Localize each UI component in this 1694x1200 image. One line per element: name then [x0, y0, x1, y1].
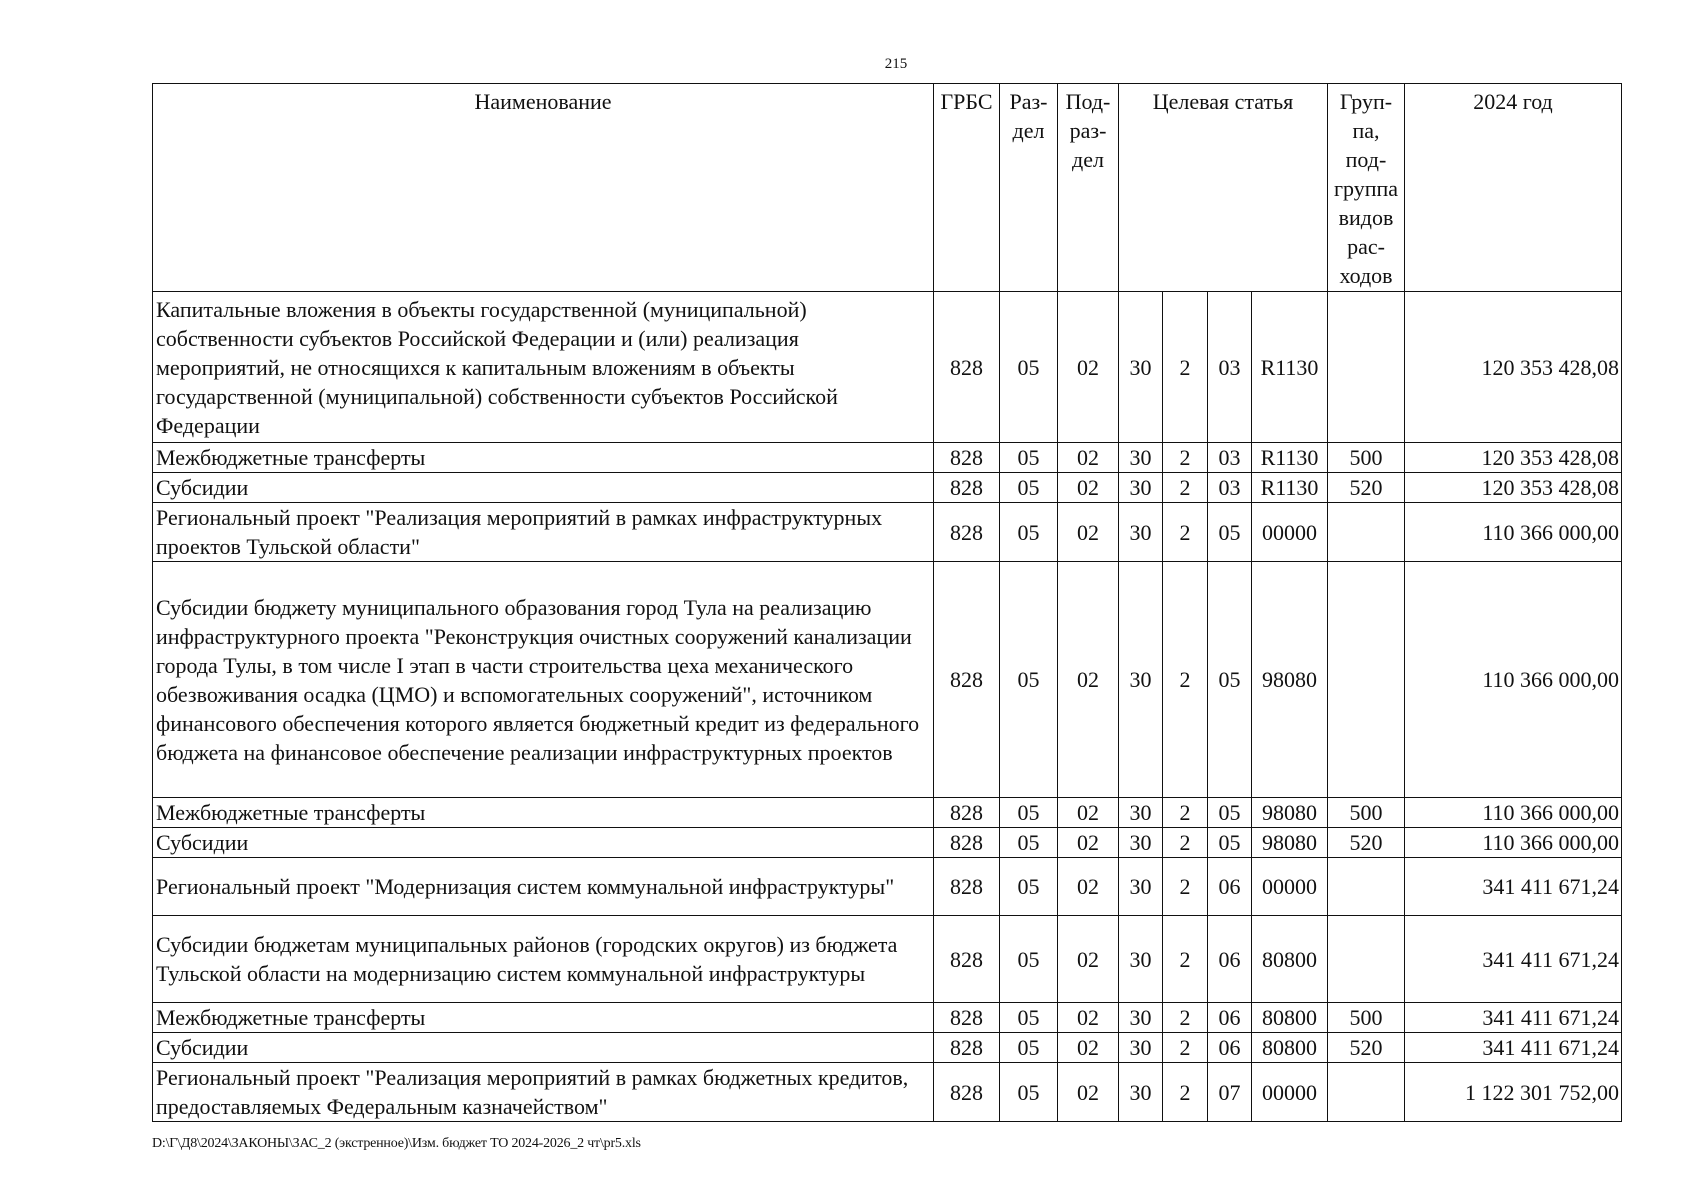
row-expense-group — [1328, 562, 1405, 798]
row-podrazdel: 02 — [1058, 443, 1119, 473]
header-target-article: Целевая статья — [1119, 84, 1328, 292]
row-grbs: 828 — [934, 1033, 1000, 1063]
row-target-direction: R1130 — [1252, 473, 1328, 503]
row-razdel: 05 — [1000, 916, 1058, 1003]
row-target-program: 30 — [1119, 916, 1163, 1003]
row-expense-group — [1328, 503, 1405, 562]
row-target-program: 30 — [1119, 1003, 1163, 1033]
row-razdel: 05 — [1000, 1033, 1058, 1063]
page-number: 215 — [884, 56, 908, 72]
row-name: Межбюджетные трансферты — [153, 443, 934, 473]
row-target-type: 2 — [1163, 1033, 1208, 1063]
row-target-subprogram: 03 — [1208, 443, 1252, 473]
row-target-type: 2 — [1163, 798, 1208, 828]
row-target-direction: R1130 — [1252, 292, 1328, 443]
table-row — [153, 503, 1622, 562]
row-target-direction: R1130 — [1252, 443, 1328, 473]
row-target-direction: 98080 — [1252, 562, 1328, 798]
row-target-subprogram: 05 — [1208, 562, 1252, 798]
row-expense-group: 500 — [1328, 798, 1405, 828]
row-expense-group — [1328, 916, 1405, 1003]
row-target-type: 2 — [1163, 292, 1208, 443]
row-target-direction: 80800 — [1252, 1003, 1328, 1033]
row-razdel: 05 — [1000, 292, 1058, 443]
row-expense-group — [1328, 1063, 1405, 1122]
header-year-2024: 2024 год — [1405, 84, 1622, 292]
row-name: Межбюджетные трансферты — [153, 1003, 934, 1033]
row-name: Межбюджетные трансферты — [153, 798, 934, 828]
row-target-subprogram: 05 — [1208, 798, 1252, 828]
row-target-subprogram: 07 — [1208, 1063, 1252, 1122]
row-amount: 120 353 428,08 — [1405, 443, 1622, 473]
row-podrazdel: 02 — [1058, 473, 1119, 503]
row-target-subprogram: 06 — [1208, 1003, 1252, 1033]
row-target-type: 2 — [1163, 1063, 1208, 1122]
row-target-program: 30 — [1119, 292, 1163, 443]
row-amount: 110 366 000,00 — [1405, 562, 1622, 798]
row-target-program: 30 — [1119, 828, 1163, 858]
header-podrazdel: Под- раз- дел — [1058, 84, 1119, 292]
row-name: Региональный проект "Реализация мероприятий в рамках инфраструктурных проектов Тульской области" — [153, 503, 934, 562]
row-amount: 341 411 671,24 — [1405, 1003, 1622, 1033]
row-target-subprogram: 06 — [1208, 858, 1252, 916]
row-razdel: 05 — [1000, 858, 1058, 916]
row-grbs: 828 — [934, 798, 1000, 828]
row-razdel: 05 — [1000, 828, 1058, 858]
row-target-direction: 80800 — [1252, 1033, 1328, 1063]
row-name: Региональный проект "Модернизация систем коммунальной инфраструктуры" — [153, 858, 934, 916]
row-expense-group: 500 — [1328, 1003, 1405, 1033]
table-row — [153, 292, 1622, 443]
row-grbs: 828 — [934, 443, 1000, 473]
table-row — [153, 858, 1622, 916]
table-row — [153, 828, 1622, 858]
row-razdel: 05 — [1000, 1063, 1058, 1122]
row-amount: 341 411 671,24 — [1405, 916, 1622, 1003]
table-row — [153, 562, 1622, 798]
header-expense-group: Груп- па, под- группа видов рас- ходов — [1328, 84, 1405, 292]
row-target-direction: 80800 — [1252, 916, 1328, 1003]
row-target-program: 30 — [1119, 473, 1163, 503]
header-grbs: ГРБС — [934, 84, 1000, 292]
row-name: Субсидии — [153, 1033, 934, 1063]
row-target-type: 2 — [1163, 1003, 1208, 1033]
row-target-type: 2 — [1163, 828, 1208, 858]
row-target-program: 30 — [1119, 1063, 1163, 1122]
row-target-type: 2 — [1163, 473, 1208, 503]
row-name: Субсидии бюджетам муниципальных районов (городских округов) из бюджета Тульской области на модернизацию систем коммунальной инфраструктуры — [153, 916, 934, 1003]
row-amount: 341 411 671,24 — [1405, 1033, 1622, 1063]
row-amount: 110 366 000,00 — [1405, 828, 1622, 858]
row-target-program: 30 — [1119, 798, 1163, 828]
row-name: Субсидии бюджету муниципального образования город Тула на реализацию инфраструктурного проекта "Реконструкция очистных сооружений канализации города Тулы, в том числе I этап в части строительства цеха механического обезвоживания осадка (ЦМО) и вспомогательных сооружений", источником финансового обеспечения которого является бюджетный кредит из федерального бюджета на финансовое обеспечение реализации инфраструктурных проектов — [153, 562, 934, 798]
row-expense-group — [1328, 858, 1405, 916]
row-amount: 341 411 671,24 — [1405, 858, 1622, 916]
budget-table — [152, 83, 1622, 1122]
row-grbs: 828 — [934, 828, 1000, 858]
table-body — [153, 292, 1622, 1122]
row-name: Региональный проект "Реализация мероприятий в рамках бюджетных кредитов, предоставляемых Федеральным казначейством" — [153, 1063, 934, 1122]
row-target-type: 2 — [1163, 916, 1208, 1003]
row-target-subprogram: 05 — [1208, 503, 1252, 562]
table-row — [153, 798, 1622, 828]
row-target-type: 2 — [1163, 443, 1208, 473]
row-target-type: 2 — [1163, 858, 1208, 916]
row-podrazdel: 02 — [1058, 916, 1119, 1003]
row-grbs: 828 — [934, 562, 1000, 798]
footer-file-path: D:\Г\Д8\2024\ЗАКОНЫ\ЗАС_2 (экстренное)\Изм. бюджет ТО 2024-2026_2 чт\pr5.xls — [152, 1136, 641, 1151]
row-podrazdel: 02 — [1058, 562, 1119, 798]
row-target-subprogram: 06 — [1208, 1033, 1252, 1063]
row-podrazdel: 02 — [1058, 858, 1119, 916]
row-razdel: 05 — [1000, 473, 1058, 503]
row-target-direction: 00000 — [1252, 858, 1328, 916]
row-podrazdel: 02 — [1058, 798, 1119, 828]
row-target-program: 30 — [1119, 562, 1163, 798]
row-amount: 120 353 428,08 — [1405, 473, 1622, 503]
row-target-program: 30 — [1119, 1033, 1163, 1063]
row-grbs: 828 — [934, 1003, 1000, 1033]
row-target-direction: 98080 — [1252, 828, 1328, 858]
table-row — [153, 1033, 1622, 1063]
row-name: Капитальные вложения в объекты государственной (муниципальной) собственности субъектов Российской Федерации и (или) реализация мероприятий, не относящихся к капитальным вложениям в объекты государственной (муниципальной) собственности субъектов Российской Федерации — [153, 292, 934, 443]
header-razdel: Раз- дел — [1000, 84, 1058, 292]
row-grbs: 828 — [934, 916, 1000, 1003]
row-expense-group — [1328, 292, 1405, 443]
row-podrazdel: 02 — [1058, 503, 1119, 562]
row-amount: 110 366 000,00 — [1405, 503, 1622, 562]
row-target-subprogram: 06 — [1208, 916, 1252, 1003]
row-razdel: 05 — [1000, 1003, 1058, 1033]
table-header — [153, 84, 1622, 292]
row-target-program: 30 — [1119, 503, 1163, 562]
row-target-type: 2 — [1163, 562, 1208, 798]
row-target-subprogram: 03 — [1208, 292, 1252, 443]
row-target-subprogram: 03 — [1208, 473, 1252, 503]
table-row — [153, 916, 1622, 1003]
row-target-direction: 00000 — [1252, 1063, 1328, 1122]
row-amount: 120 353 428,08 — [1405, 292, 1622, 443]
row-target-direction: 00000 — [1252, 503, 1328, 562]
row-target-direction: 98080 — [1252, 798, 1328, 828]
row-grbs: 828 — [934, 1063, 1000, 1122]
row-name: Субсидии — [153, 828, 934, 858]
row-expense-group: 520 — [1328, 473, 1405, 503]
header-name: Наименование — [153, 84, 934, 292]
row-amount: 110 366 000,00 — [1405, 798, 1622, 828]
table-row — [153, 1003, 1622, 1033]
row-target-subprogram: 05 — [1208, 828, 1252, 858]
row-name: Субсидии — [153, 473, 934, 503]
table-row — [153, 1063, 1622, 1122]
row-podrazdel: 02 — [1058, 1063, 1119, 1122]
row-razdel: 05 — [1000, 503, 1058, 562]
row-grbs: 828 — [934, 292, 1000, 443]
row-podrazdel: 02 — [1058, 1003, 1119, 1033]
row-razdel: 05 — [1000, 562, 1058, 798]
row-expense-group: 520 — [1328, 828, 1405, 858]
row-razdel: 05 — [1000, 443, 1058, 473]
row-grbs: 828 — [934, 503, 1000, 562]
row-target-type: 2 — [1163, 503, 1208, 562]
row-grbs: 828 — [934, 858, 1000, 916]
row-expense-group: 520 — [1328, 1033, 1405, 1063]
row-podrazdel: 02 — [1058, 292, 1119, 443]
row-expense-group: 500 — [1328, 443, 1405, 473]
row-podrazdel: 02 — [1058, 828, 1119, 858]
table-row — [153, 443, 1622, 473]
row-podrazdel: 02 — [1058, 1033, 1119, 1063]
row-target-program: 30 — [1119, 858, 1163, 916]
row-razdel: 05 — [1000, 798, 1058, 828]
row-target-program: 30 — [1119, 443, 1163, 473]
table-row — [153, 473, 1622, 503]
row-grbs: 828 — [934, 473, 1000, 503]
row-amount: 1 122 301 752,00 — [1405, 1063, 1622, 1122]
